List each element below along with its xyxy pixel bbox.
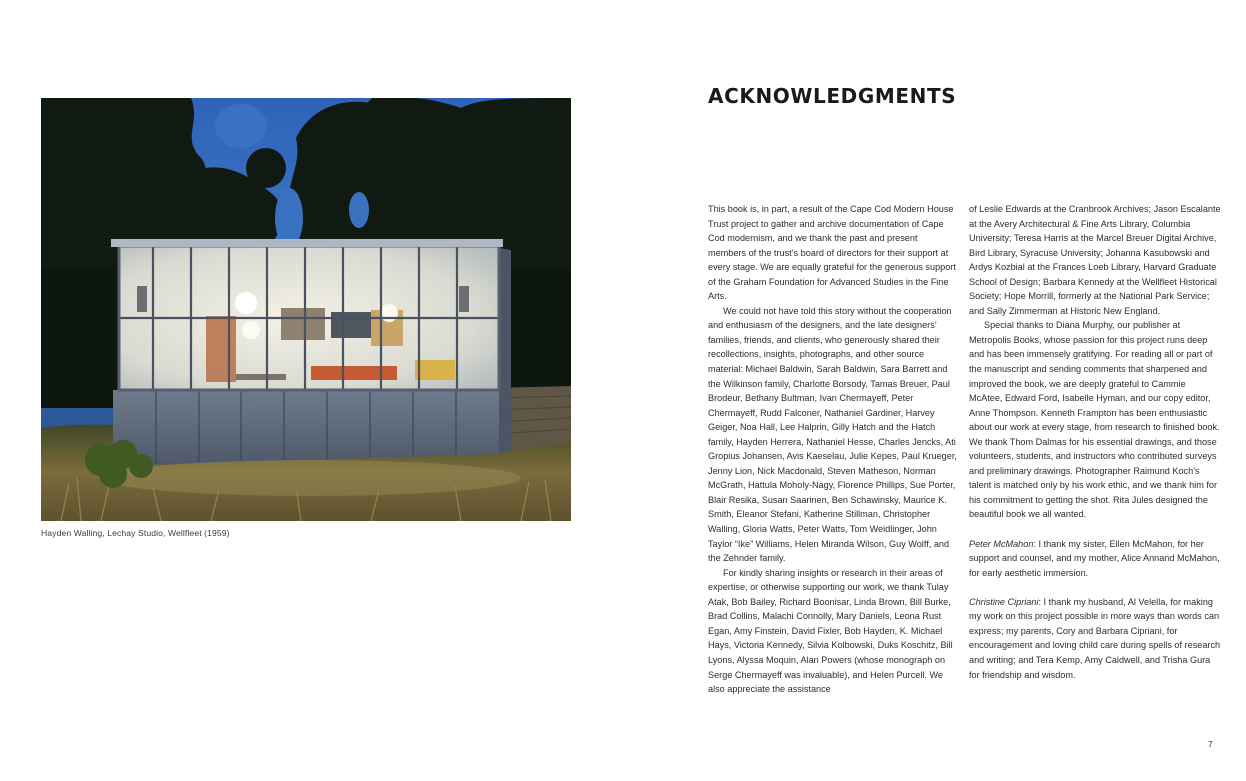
paragraph-christine-cipriani <box>969 595 1221 682</box>
paragraph: We could not have told this story without the cooperation and enthusiasm of the designers, and the late designers’ families, friends, and clients, who generously shared their recollections, insights, photographs, and other source material: Michael Baldwin, Sarah Baldwin, Sara Barrett and the Wilkinson family, Charlotte Borsody, Tamas Breuer, Paul Brodeur, Bethany Bultman, Ivan Chermayeff, Peter Chermayeff, Rudd Falconer, Nathaniel Gardiner, Harvey Geiger, Noa Hall, Lee Halprin, Gilly Hatch and the Hatch family, Hayden Herrera, Nathaniel Hesse, Charles Jencks, Ati Gropius Johansen, Avis Kaeselau, Julie Kepes, Paul Krueger, Jenny Lion, Nick Macdonald, Steven Matheson, Norman McGrath, Hattula Moholy-Nagy, Florence Phillips, Sue Porter, Blair Resika, Susan Saarinen, Ben Schawinsky, Maurice K. Smith, Eleanor Stefani, Katherine Stillman, Christopher Walling, Gloria Watts, Peter Watts, Tom Weidlinger, John Taylor “Ike” Williams, Helen Miranda Wilson, Guy Wolff, and the Zehnder family. <box>708 305 957 564</box>
page-heading: ACKNOWLEDGMENTS <box>708 84 957 108</box>
paragraph: For kindly sharing insights or research in their areas of expertise, or otherwise supporting our work, we thank Tulay Atak, Bob Bailey, Richard Boonisar, Linda Brown, Bill Burke, Brad Collins, Malachi Connolly, Mary Daniels, Leona Rust Egan, Amy Finstein, David Fixler, Bob Hayden, K. Michael Hays, Victoria Kennedy, Silvia Kolbowski, Duks Koschitz, Bill Lyons, Alyssa Moquin, Alan Powers (whose monograph on Serge Chermayeff was invaluable), and Helen Purcell. We also appreciate the assistance <box>708 567 953 695</box>
paragraph-peter-mcmahon <box>969 537 1221 581</box>
studio-photograph-art <box>41 98 571 521</box>
photo-caption: Hayden Walling, Lechay Studio, Wellfleet (1959) <box>41 528 230 538</box>
paragraph: of Leslie Edwards at the Cranbrook Archives; Jason Escalante at the Avery Architectural & Fine Arts Library, Columbia University; Teresa Harris at the Marcel Breuer Digital Archive, Bird Library, Syracuse University; Johanna Kasubowski and Ardys Kozbial at the Frances Loeb Library, Harvard Graduate School of Design; Barbara Kennedy at the Wellfleet Historical Society; Hope Morrill, formerly at the National Park Service; and Sally Zimmerman at Historic New England. <box>969 204 1221 316</box>
text-column-left <box>708 202 958 697</box>
page-number: 7 <box>1208 739 1213 749</box>
author-note: : I thank my husband, Al Velella, for making my work on this project possible in more ways than words can express; my parents, Cory and Barbara Cipriani, for encouragement and loving child care during spells of research and writing; and Tera Kemp, Amy Caldwell, and Trisha Gura for friendship and wisdom. <box>969 596 1221 680</box>
author-name: Peter McMahon <box>969 538 1034 549</box>
paragraph: This book is, in part, a result of the Cape Cod Modern House Trust project to gather and archive documentation of Cape Cod modernism, and we thank the past and present members of the trust’s board of directors for their support at every stage. We are equally grateful for the generous support of the Graham Foundation for Advanced Studies in the Fine Arts. <box>708 204 956 302</box>
paragraph: Special thanks to Diana Murphy, our publisher at Metropolis Books, whose passion for this project runs deep and has been immensely gratifying. For reading all or part of the manuscript and sending comments that sharpened and improved the book, we are deeply grateful to Cammie McAtee, Edward Ford, Isabelle Hyman, and our copy editor, Anne Thompson. Kenneth Frampton has been enthusiastic about our work at every stage, from research to finished book. We thank Thom Dalmas for his essential drawings, and those volunteers, students, and instructors who contributed surveys and preliminary drawings. Photographer Raimund Koch’s talent is matched only by his work ethic, and we thank him for his commitment to getting the shot. Rita Jules designed the beautiful book we all wanted. <box>969 320 1220 520</box>
text-column-right <box>969 202 1221 682</box>
author-note: : I thank my sister, Ellen McMahon, for her support and counsel, and my mother, Alice Annand McMahon, for early aesthetic immersion. <box>969 538 1220 578</box>
studio-photograph <box>41 98 571 521</box>
author-name: Christine Cipriani <box>969 596 1039 607</box>
